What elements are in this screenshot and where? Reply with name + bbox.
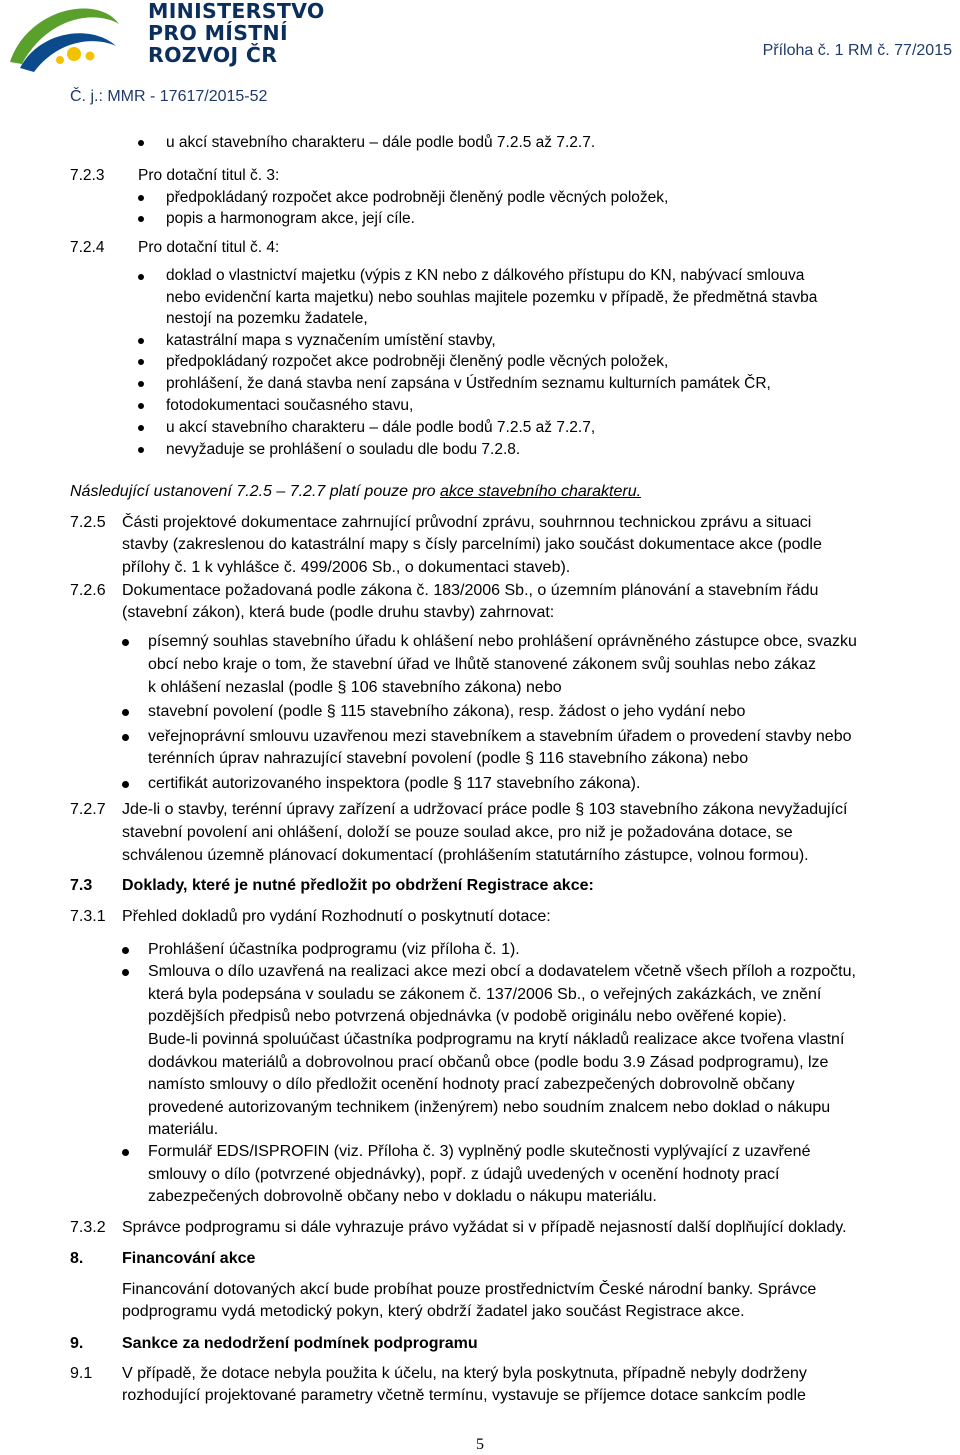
attachment-reference: Příloha č. 1 RM č. 77/2015: [762, 42, 952, 59]
section-number: 7.3: [70, 877, 93, 894]
paragraph-line: Dokumentace požadovaná podle zákona č. 183/2006 Sb., o územním plánování a stavebním řádu: [122, 582, 819, 599]
list-item: popis a harmonogram akce, její cíle.: [166, 210, 415, 227]
bullet-dot: [122, 947, 129, 954]
bullet-dot: [138, 216, 144, 222]
paragraph-line: stavební povolení ani ohlášení, doloží se pouze soulad akce, pro niž je požadována dotace, se: [122, 824, 793, 841]
list-item-line: provedené autorizovaným technikem (inženýrem) nebo soudním znalcem nebo doklad o nákupu: [148, 1099, 831, 1116]
list-item-line: doklad o vlastnictví majetku (výpis z KN nebo z dálkového přístupu do KN, nabývací smlouva: [166, 267, 805, 284]
bullet-dot: [122, 1149, 129, 1156]
section-number: 7.2.7: [70, 801, 106, 818]
paragraph-line: stavby (zakreslenou do katastrální mapy s čísly parcelními) jako součást dokumentace akce (podle: [122, 536, 822, 553]
section-heading: Sankce za nedodržení podmínek podprogramu: [122, 1335, 478, 1352]
document-number: Č. j.: MMR - 17617/2015-52: [70, 88, 268, 105]
bullet-dot: [138, 338, 144, 344]
list-item-line: zabezpečených dobrovolně občany nebo v dokladu o nákupu materiálu.: [148, 1188, 657, 1205]
list-item-line: obcí nebo kraje o tom, že stavební úřad ve lhůtě stanovené zákonem svůj souhlas nebo zákaz: [148, 656, 816, 673]
list-item-line: Smlouva o dílo uzavřená na realizaci akce mezi obcí a dodavatelem včetně všech příloh a rozpočtu,: [148, 963, 856, 980]
list-item: fotodokumentaci současného stavu,: [166, 397, 414, 414]
section-number: 7.2.3: [70, 167, 105, 184]
bullet-dot: [122, 709, 129, 716]
section-number: 7.2.4: [70, 239, 105, 256]
section-heading: Financování akce: [122, 1250, 256, 1267]
bullet-dot: [138, 195, 144, 201]
list-item: prohlášení, že daná stavba není zapsána v Ústředním seznamu kulturních památek ČR,: [166, 375, 771, 392]
paragraph-line: Financování dotovaných akcí bude probíhat pouze prostřednictvím České národní banky. Správce: [122, 1281, 817, 1298]
paragraph-line: Části projektové dokumentace zahrnující průvodní zprávu, souhrnnou technickou zprávu a situaci: [122, 514, 812, 531]
bullet-dot: [122, 734, 129, 741]
section-title: Pro dotační titul č. 4:: [138, 239, 280, 256]
list-item-line: Formulář EDS/ISPROFIN (viz. Příloha č. 3) vyplněný podle skutečnosti vyplývající z uzavřené: [148, 1143, 811, 1160]
list-item: katastrální mapa s vyznačením umístění stavby,: [166, 332, 496, 349]
paragraph-line: Jde-li o stavby, terénní úpravy zařízení a udržovací práce podle § 103 stavebního zákona nevyžadující: [122, 801, 848, 818]
list-item-line: Bude-li povinná spoluúčast účastníka podprogramu na krytí nákladů realizace akce tvořena vlastní: [148, 1031, 845, 1048]
list-item: předpokládaný rozpočet akce podrobněji členěný podle věcných položek,: [166, 189, 669, 206]
page-number: 5: [476, 1436, 484, 1453]
paragraph-line: schválenou územně plánovací dokumentací (prohlášením statutárního zástupce, volnou formou).: [122, 847, 809, 864]
section-number: 9.1: [70, 1365, 93, 1382]
bullet-dot: [138, 425, 144, 431]
list-item: Prohlášení účastníka podprogramu (viz příloha č. 1).: [148, 941, 520, 958]
ministry-logo-icon: [8, 2, 121, 74]
note-paragraph: Následující ustanovení 7.2.5 – 7.2.7 platí pouze pro akce stavebního charakteru.: [70, 483, 642, 500]
note-emphasis: akce stavebního charakteru.: [440, 483, 642, 500]
section-number: 9.: [70, 1335, 84, 1352]
section-number: 7.3.1: [70, 908, 106, 925]
list-item-line: k ohlášení nezaslal (podle § 106 stavebního zákona) nebo: [148, 679, 562, 696]
list-item: předpokládaný rozpočet akce podrobněji členěný podle věcných položek,: [166, 353, 669, 370]
section-heading: Doklady, které je nutné předložit po obdržení Registrace akce:: [122, 877, 594, 894]
bullet-dot: [122, 781, 129, 788]
list-item: certifikát autorizovaného inspektora (podle § 117 stavebního zákona).: [148, 775, 641, 792]
bullet-dot: [138, 359, 144, 365]
list-item: stavební povolení (podle § 115 stavebního zákona), resp. žádost o jeho vydání nebo: [148, 703, 746, 720]
list-item-line: pozdějších předpisů nebo potvrzená objednávka (v podobě originálu nebo ověřené kopie).: [148, 1008, 787, 1025]
paragraph-line: přílohy č. 1 k vyhlášce č. 499/2006 Sb., o dokumentaci staveb).: [122, 559, 571, 576]
paragraph-line: podprogramu vydá metodický pokyn, který obdrží žadatel jako součást Registrace akce.: [122, 1303, 745, 1320]
list-item-line: nestojí na pozemku žadatele,: [166, 310, 368, 327]
list-item-line: která byla podepsána v souladu se zákonem č. 137/2006 Sb., o veřejných zakázkách, ve znění: [148, 986, 822, 1003]
list-item-line: dodávkou materiálů a dobrovolnou prací občanů obce (podle bodu 3.9 Zásad podprogramu), lze: [148, 1054, 829, 1071]
section-number: 7.3.2: [70, 1219, 106, 1236]
list-item-line: terénních úprav nahrazující stavební povolení (podle § 116 stavebního zákona) nebo: [148, 750, 749, 767]
bullet-dot: [138, 403, 144, 409]
bullet-dot: [138, 274, 144, 280]
section-number: 7.2.5: [70, 514, 106, 531]
bullet-dot: [138, 140, 144, 146]
list-item-line: nebo evidenční karta majetku) nebo souhlas majitele pozemku v případě, že předmětná stavba: [166, 289, 818, 306]
bullet-dot: [138, 447, 144, 453]
list-item-line: materiálu.: [148, 1121, 219, 1138]
paragraph-line: (stavební zákon), která bude (podle druhu stavby) zahrnovat:: [122, 604, 555, 621]
section-title: Pro dotační titul č. 3:: [138, 167, 280, 184]
bullet-dot: [122, 969, 129, 976]
list-item: u akcí stavebního charakteru – dále podle bodů 7.2.5 až 7.2.7,: [166, 419, 596, 436]
paragraph-line: V případě, že dotace nebyla použita k účelu, na který byla poskytnuta, případně nebyly dodrženy: [122, 1365, 807, 1382]
ministry-logo-text: MINISTERSTVO PRO MÍSTNÍ ROZVOJ ČR: [148, 0, 325, 67]
paragraph-line: rozhodující projektované parametry včetně termínu, vystavuje se příjemce dotace sankcím podle: [122, 1387, 806, 1404]
section-title: Přehled dokladů pro vydání Rozhodnutí o poskytnutí dotace:: [122, 908, 551, 925]
section-number: 8.: [70, 1250, 84, 1267]
list-item: nevyžaduje se prohlášení o souladu dle bodu 7.2.8.: [166, 441, 521, 458]
bullet-dot: [122, 639, 129, 646]
bullet-dot: [138, 381, 144, 387]
section-number: 7.2.6: [70, 582, 106, 599]
list-item-line: namísto smlouvy o dílo předložit ocenění hodnoty prací zabezpečených dobrovolně občany: [148, 1076, 795, 1093]
paragraph-line: Správce podprogramu si dále vyhrazuje právo vyžádat si v případě nejasností další doplňující doklady.: [122, 1219, 847, 1236]
list-item-line: smlouvy o dílo (potvrzené objednávky), popř. z údajů uvedených v ocenění hodnoty prací: [148, 1166, 780, 1183]
list-item-line: veřejnoprávní smlouvu uzavřenou mezi stavebníkem a stavebním úřadem o provedení stavby nebo: [148, 728, 852, 745]
list-item-line: písemný souhlas stavebního úřadu k ohlášení nebo prohlášení oprávněného zástupce obce, svazku: [148, 633, 857, 650]
list-item: u akcí stavebního charakteru – dále podle bodů 7.2.5 až 7.2.7.: [166, 134, 596, 151]
